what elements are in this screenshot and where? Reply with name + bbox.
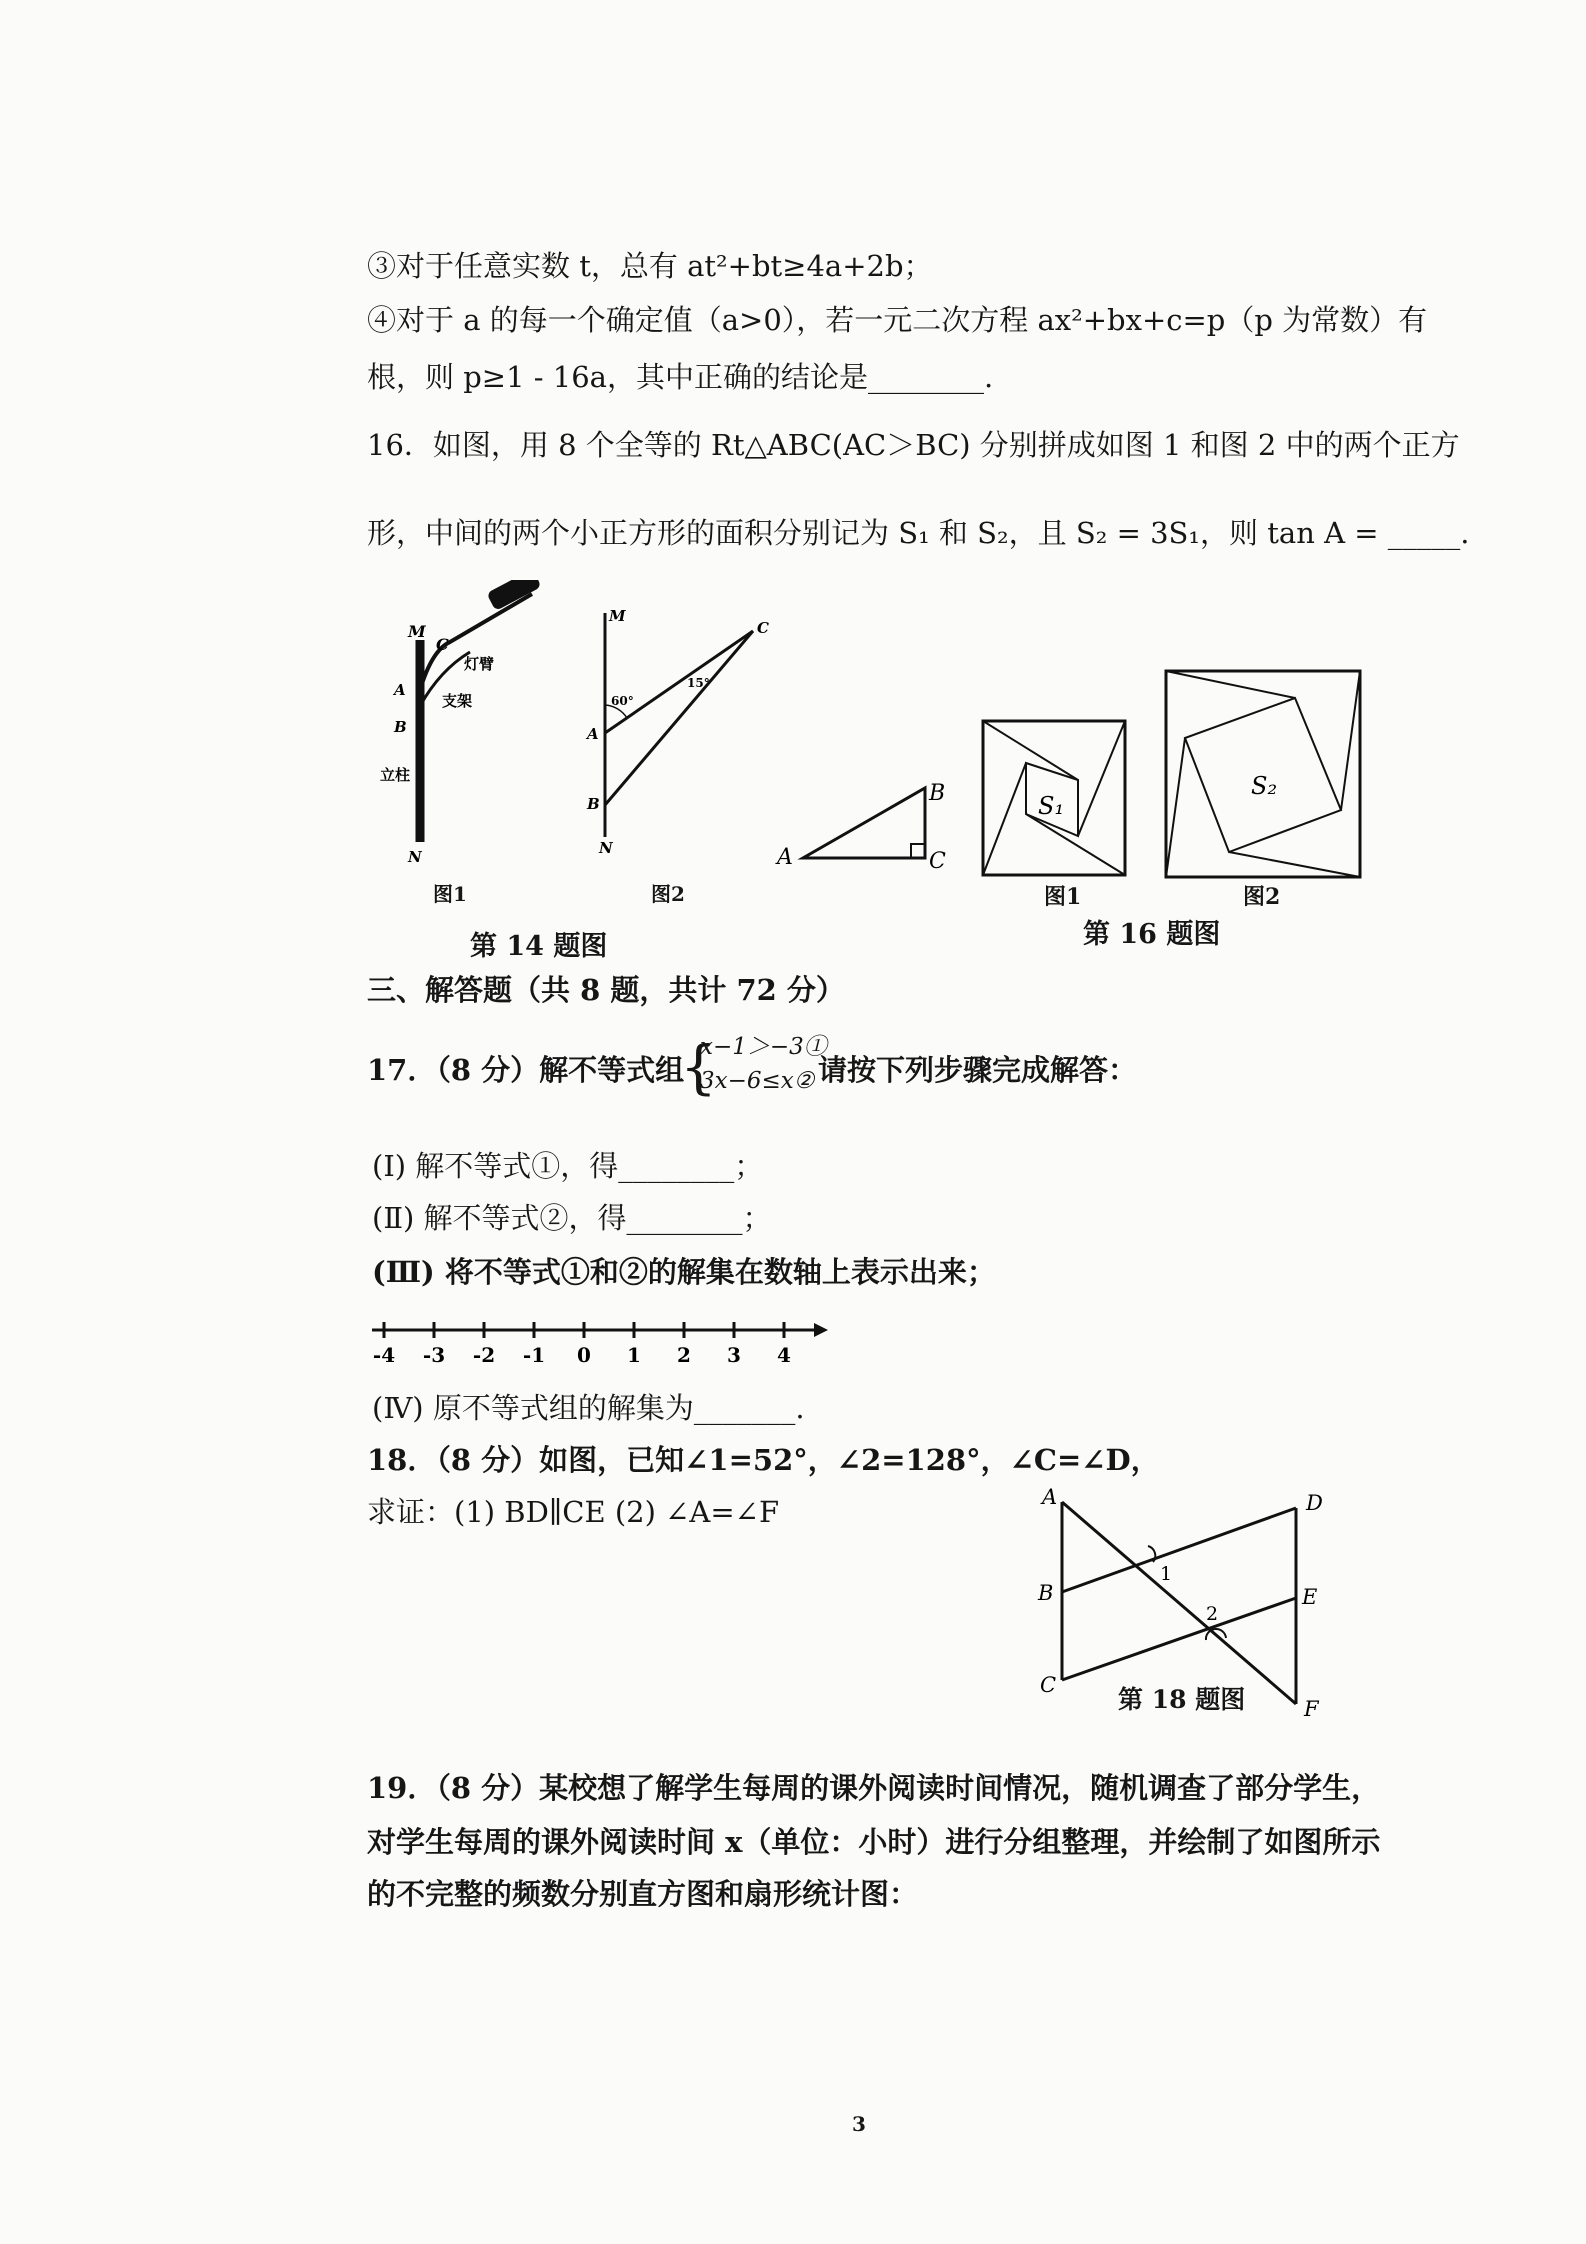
- fig16-triangle: [765, 770, 955, 870]
- fig14-1-label-M: M: [408, 622, 426, 641]
- fig16-title: 第 16 题图: [1083, 919, 1221, 950]
- page-number: 3: [852, 2112, 866, 2136]
- fig14-2-diagram: [585, 605, 785, 855]
- section-3-heading: 三、解答题（共 8 题，共计 72 分）: [367, 973, 845, 1007]
- fig18-label-D: D: [1306, 1491, 1323, 1515]
- q15-item4-line1: ④对于 a 的每一个确定值（a>0），若一元二次方程 ax²+bx+c=p（p 为常数）有: [367, 303, 1428, 337]
- q17-intro: 17．（8 分）解不等式组: [367, 1053, 685, 1087]
- fig16-2-label-S2: S₂: [1251, 772, 1278, 800]
- fig18-label-C: C: [1040, 1673, 1057, 1697]
- q17-number-line: [370, 1310, 830, 1370]
- fig16-1-label-S1: S₁: [1038, 792, 1065, 820]
- q18-line1: 18．（8 分）如图，已知∠1=52°，∠2=128°，∠C=∠D，: [367, 1443, 1160, 1477]
- fig18-label-B: B: [1038, 1581, 1054, 1605]
- q19-line2: 对学生每周的课外阅读时间 x（单位：小时）进行分组整理，并绘制了如图所示: [367, 1825, 1381, 1859]
- fig18-caption: 第 18 题图: [1118, 1685, 1246, 1714]
- fig14-2-angle-60: 60°: [611, 694, 634, 708]
- q17-step-3: (Ⅲ) 将不等式①和②的解集在数轴上表示出来；: [372, 1255, 996, 1289]
- fig16-1-caption: 图1: [1044, 884, 1082, 910]
- fig14-1-diagram: [380, 580, 560, 880]
- fig14-1-pole: 立柱: [380, 766, 411, 784]
- q17-inequality-1: x−1＞−3①: [700, 1034, 827, 1060]
- fig14-1-lamp-arm: 灯臂: [464, 655, 495, 673]
- q19-line3: 的不完整的频数分别直方图和扇形统计图：: [367, 1877, 919, 1911]
- number-line-label: 4: [777, 1343, 791, 1367]
- fig14-1-label-A: A: [394, 681, 406, 699]
- fig14-2-label-N: N: [599, 839, 613, 855]
- fig16-label-A: A: [777, 845, 793, 870]
- number-line-label: -2: [472, 1343, 496, 1367]
- fig14-1-label-N: N: [408, 848, 422, 866]
- q18-line2: 求证：(1) BD∥CE (2) ∠A=∠F: [367, 1495, 780, 1529]
- fig18-label-2: 2: [1206, 1603, 1219, 1625]
- fig14-1-bracket: 支架: [442, 692, 473, 710]
- fig16-label-B: B: [929, 781, 946, 806]
- fig14-title: 第 14 题图: [470, 931, 608, 962]
- number-line-label: 0: [577, 1343, 591, 1367]
- fig18-label-E: E: [1302, 1585, 1318, 1609]
- fig14-2-label-M: M: [609, 607, 626, 625]
- q15-item3: ③对于任意实数 t，总有 at²+bt≥4a+2b；: [367, 249, 933, 283]
- q17-system-brace: {: [680, 1033, 717, 1101]
- number-line-label: 2: [677, 1343, 691, 1367]
- fig18-label-1: 1: [1160, 1563, 1173, 1585]
- q17-step-4: (Ⅳ) 原不等式组的解集为_______.: [372, 1391, 805, 1425]
- q16-line1: 16．如图，用 8 个全等的 Rt△ABC(AC＞BC) 分别拼成如图 1 和图 2 中的两个正方: [367, 428, 1460, 462]
- fig14-2-label-B: B: [587, 795, 600, 813]
- q17-inequality-2: 3x−6≤x②: [700, 1068, 815, 1094]
- fig14-2-label-C: C: [757, 619, 769, 637]
- fig14-1-label-B: B: [394, 718, 407, 736]
- q16-line2: 形，中间的两个小正方形的面积分别记为 S₁ 和 S₂，且 S₂ = 3S₁，则 tan A = _____.: [367, 516, 1470, 550]
- number-line-label: -3: [422, 1343, 446, 1367]
- fig16-1-diagram: [980, 718, 1130, 880]
- fig14-1-caption: 图1: [433, 882, 467, 906]
- number-line-arrow-icon: [814, 1323, 828, 1337]
- number-line-label: 3: [727, 1343, 741, 1367]
- number-line-label: -4: [372, 1343, 396, 1367]
- fig14-2-caption: 图2: [651, 882, 685, 906]
- fig14-2-label-A: A: [587, 725, 599, 743]
- fig18-label-F: F: [1304, 1697, 1319, 1721]
- q15-item4-line2: 根，则 p≥1 - 16a，其中正确的结论是________.: [367, 360, 994, 394]
- number-line-label: 1: [627, 1343, 641, 1367]
- fig16-2-diagram: [1163, 668, 1363, 880]
- q17-step-1: (Ⅰ) 解不等式①，得________；: [372, 1149, 764, 1183]
- fig14-2-angle-15: 15°: [687, 676, 710, 690]
- fig14-1-label-C: C: [436, 635, 449, 654]
- fig16-label-C: C: [929, 849, 946, 870]
- q17-step-2: (Ⅱ) 解不等式②，得________；: [372, 1201, 772, 1235]
- fig16-2-caption: 图2: [1243, 884, 1281, 910]
- fig18-label-A: A: [1042, 1485, 1058, 1509]
- q17-intro-end: 请按下列步骤完成解答：: [818, 1053, 1138, 1087]
- q19-line1: 19．（8 分）某校想了解学生每周的课外阅读时间情况，随机调查了部分学生，: [367, 1771, 1381, 1805]
- number-line-label: -1: [522, 1343, 546, 1367]
